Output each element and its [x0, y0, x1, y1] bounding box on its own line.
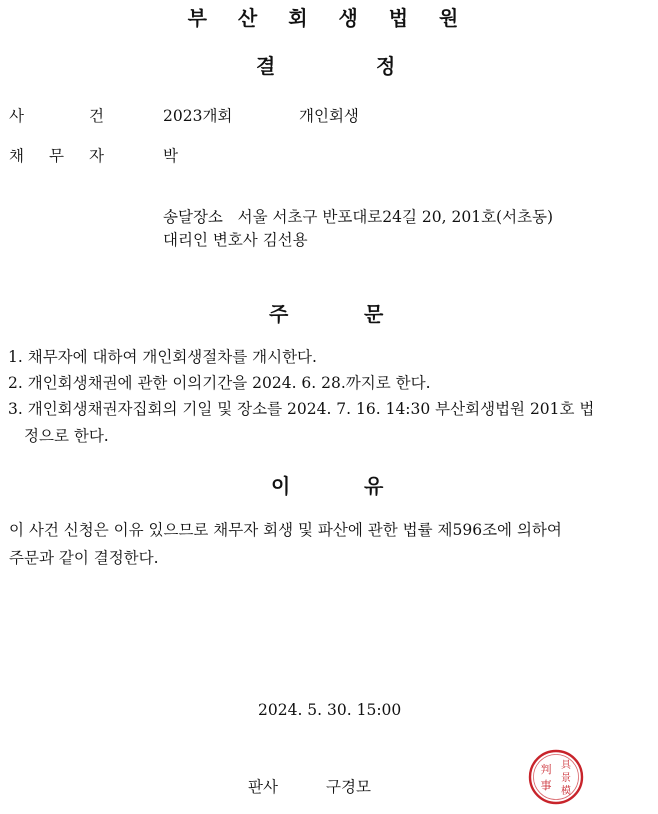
judge-label: 판사 [248, 778, 278, 796]
debtor-label-char-2: 무 [49, 147, 64, 165]
order-item-1: 1. 채무자에 대하여 개인회생절차를 개시한다. [8, 348, 317, 366]
case-label-char-1: 사 [9, 107, 24, 125]
agent-line: 대리인 변호사 김선용 [163, 231, 308, 249]
judge-seal-stamp [527, 748, 585, 806]
order-item-2: 2. 개인회생채권에 관한 이의기간을 2024. 6. 28.까지로 한다. [8, 374, 431, 392]
reason-heading-char-2: 유 [364, 474, 384, 498]
case-number: 2023개회 [163, 107, 233, 125]
debtor-label-char-3: 자 [89, 147, 104, 165]
svg-text:事: 事 [540, 779, 552, 792]
decision-date: 2024. 5. 30. 15:00 [258, 701, 402, 719]
case-label-char-2: 건 [89, 107, 104, 125]
order-item-3-continued: 정으로 한다. [24, 427, 109, 445]
svg-text:具: 具 [561, 760, 571, 771]
doc-type-char-2: 정 [376, 54, 396, 78]
doc-type-char-1: 결 [256, 54, 276, 78]
delivery-address: 송달장소 서울 서초구 반포대로24길 20, 201호(서초동) [163, 208, 554, 226]
reason-line-1: 이 사건 신청은 이유 있으므로 채무자 회생 및 파산에 관한 법률 제596조에 의하여 [9, 521, 562, 539]
debtor-label-char-1: 채 [9, 147, 24, 165]
court-name: 부 산 회 생 법 원 [187, 6, 471, 30]
reason-heading-char-1: 이 [271, 474, 291, 498]
svg-text:景: 景 [561, 773, 571, 784]
debtor-name: 박 [163, 147, 178, 165]
order-item-3: 3. 개인회생채권자집회의 기일 및 장소를 2024. 7. 16. 14:30 부산회생법원 201호 법 [8, 400, 595, 418]
case-name: 개인회생 [299, 107, 359, 125]
judge-name: 구경모 [326, 778, 371, 796]
reason-line-2: 주문과 같이 결정한다. [9, 549, 159, 567]
order-heading-char-1: 주 [269, 302, 289, 326]
svg-text:模: 模 [561, 786, 571, 797]
svg-text:判: 判 [540, 763, 552, 776]
order-heading-char-2: 문 [364, 302, 384, 326]
